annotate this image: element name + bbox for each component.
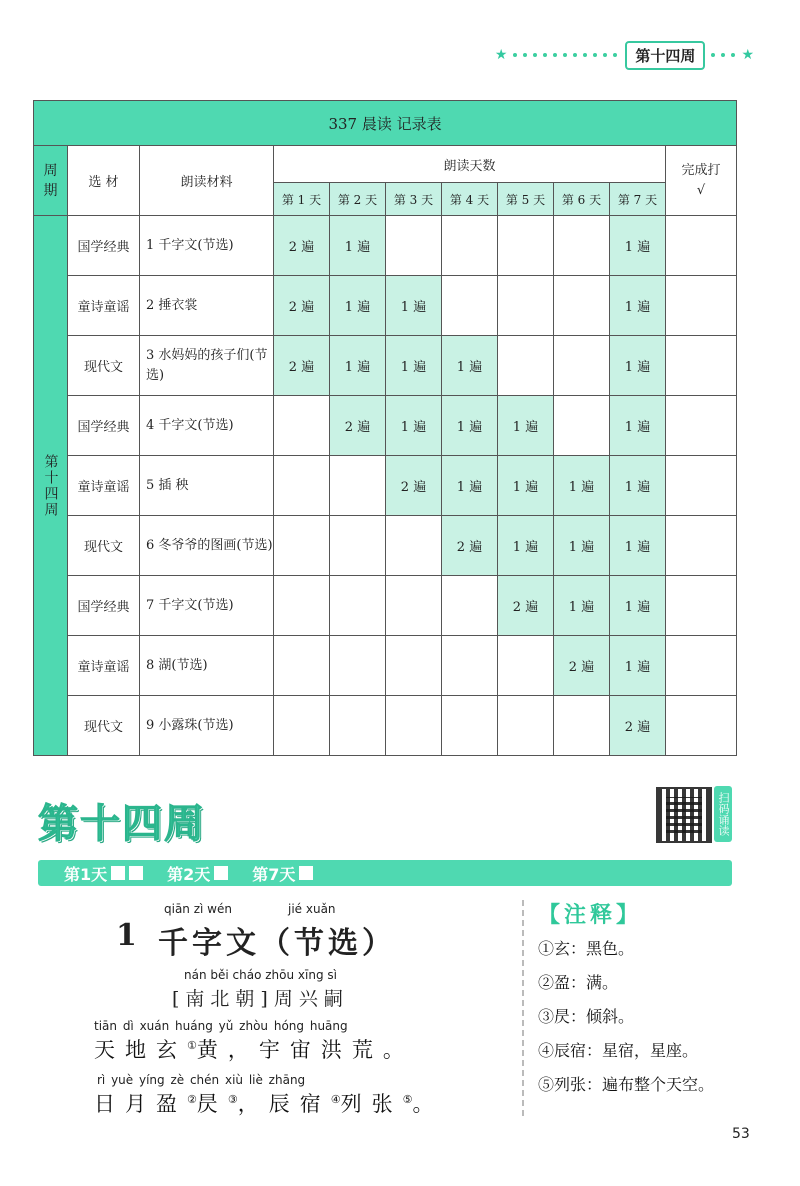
day-count-cell bbox=[386, 516, 442, 576]
day-count-cell: 1 遍 bbox=[386, 336, 442, 396]
material-cell: 6 冬爷爷的图画(节选) bbox=[140, 516, 274, 576]
day-count-cell: 1 遍 bbox=[610, 336, 666, 396]
done-checkbox-cell[interactable] bbox=[666, 336, 737, 396]
day-header-2: 第 2 天 bbox=[330, 183, 386, 216]
star-icon: ★ bbox=[741, 47, 754, 63]
week-badge bbox=[495, 42, 754, 68]
category-cell: 现代文 bbox=[68, 516, 140, 576]
material-cell: 5 插 秧 bbox=[140, 456, 274, 516]
col-done-header: 完成打√ bbox=[666, 146, 737, 216]
material-cell: 4 千字文(节选) bbox=[140, 396, 274, 456]
day-count-cell: 2 遍 bbox=[274, 216, 330, 276]
reading-record-table bbox=[33, 100, 737, 756]
col-category-header: 选 材 bbox=[68, 146, 140, 216]
day-count-cell bbox=[442, 576, 498, 636]
table-row bbox=[34, 216, 737, 276]
notes-title: 【注释】 bbox=[538, 903, 643, 928]
week-tag: 第十四周 bbox=[625, 41, 705, 70]
day-count-cell: 1 遍 bbox=[498, 396, 554, 456]
decorative-dots bbox=[495, 48, 618, 62]
done-checkbox-cell[interactable] bbox=[666, 396, 737, 456]
note-item: ①玄：黑色。 bbox=[538, 939, 635, 958]
material-cell: 7 千字文(节选) bbox=[140, 576, 274, 636]
day-count-cell bbox=[498, 696, 554, 756]
title-pinyin-1: qiān zì wén bbox=[164, 902, 232, 916]
poem-line-1: 天地玄①黄，宇宙洪荒。 bbox=[94, 1038, 414, 1062]
day-1-item: 第1天 bbox=[64, 862, 143, 885]
day-header-5: 第 5 天 bbox=[498, 183, 554, 216]
day-count-cell: 2 遍 bbox=[330, 396, 386, 456]
day-count-cell bbox=[442, 276, 498, 336]
table-row bbox=[34, 456, 737, 516]
day-7-item: 第7天 bbox=[252, 862, 313, 885]
day-count-cell bbox=[386, 576, 442, 636]
category-cell: 国学经典 bbox=[68, 396, 140, 456]
day-count-cell bbox=[554, 276, 610, 336]
day-count-cell: 2 遍 bbox=[274, 276, 330, 336]
done-checkbox-cell[interactable] bbox=[666, 576, 737, 636]
section-title: 第十四周 bbox=[38, 801, 206, 847]
day-2-item: 第2天 bbox=[167, 862, 228, 885]
day-count-cell bbox=[274, 516, 330, 576]
day-count-cell: 2 遍 bbox=[498, 576, 554, 636]
day-count-cell: 1 遍 bbox=[554, 516, 610, 576]
note-item: ③昃：倾斜。 bbox=[538, 1007, 635, 1026]
day-header-4: 第 4 天 bbox=[442, 183, 498, 216]
day-count-cell bbox=[498, 216, 554, 276]
poem-number: 1 bbox=[116, 918, 137, 953]
done-checkbox-cell[interactable] bbox=[666, 276, 737, 336]
table-row bbox=[34, 636, 737, 696]
done-checkbox-cell[interactable] bbox=[666, 456, 737, 516]
day-count-cell: 1 遍 bbox=[610, 516, 666, 576]
col-period-header: 周期 bbox=[34, 146, 68, 216]
day-count-cell bbox=[554, 216, 610, 276]
material-cell: 3 水妈妈的孩子们(节选) bbox=[140, 336, 274, 396]
day-count-cell bbox=[330, 696, 386, 756]
day-count-cell bbox=[330, 576, 386, 636]
day-count-cell bbox=[442, 636, 498, 696]
day-count-cell: 1 遍 bbox=[610, 576, 666, 636]
day-count-cell: 1 遍 bbox=[498, 456, 554, 516]
day-header-1: 第 1 天 bbox=[274, 183, 330, 216]
poem-line-2: 日月盈②昃③，辰宿④列张⑤。 bbox=[94, 1092, 444, 1116]
checkbox-icon[interactable] bbox=[129, 866, 143, 880]
day-bar bbox=[38, 860, 732, 886]
day-count-cell: 1 遍 bbox=[330, 336, 386, 396]
decorative-dots-right bbox=[711, 48, 754, 62]
day-count-cell: 1 遍 bbox=[610, 456, 666, 516]
day-count-cell bbox=[274, 576, 330, 636]
poem-author: [南北朝]周兴嗣 bbox=[172, 988, 349, 1010]
day-count-cell bbox=[442, 216, 498, 276]
title-pinyin-2: jié xuǎn bbox=[288, 902, 336, 916]
day-count-cell: 1 遍 bbox=[498, 516, 554, 576]
line2-pinyin: rì yuè yíng zè chén xiù liè zhāng bbox=[97, 1073, 306, 1087]
day-count-cell bbox=[498, 336, 554, 396]
day-count-cell bbox=[274, 456, 330, 516]
line1-pinyin: tiān dì xuán huáng yǔ zhòu hóng huāng bbox=[94, 1019, 348, 1033]
star-icon: ★ bbox=[494, 47, 508, 63]
day-count-cell: 1 遍 bbox=[330, 276, 386, 336]
day-count-cell bbox=[330, 516, 386, 576]
material-cell: 9 小露珠(节选) bbox=[140, 696, 274, 756]
day-count-cell: 1 遍 bbox=[610, 216, 666, 276]
table-row bbox=[34, 516, 737, 576]
done-checkbox-cell[interactable] bbox=[666, 636, 737, 696]
done-checkbox-cell[interactable] bbox=[666, 696, 737, 756]
day-count-cell bbox=[554, 336, 610, 396]
divider bbox=[522, 900, 524, 1116]
day-count-cell: 1 遍 bbox=[610, 636, 666, 696]
day-count-cell bbox=[498, 276, 554, 336]
table-row bbox=[34, 396, 737, 456]
done-checkbox-cell[interactable] bbox=[666, 216, 737, 276]
day-count-cell bbox=[274, 696, 330, 756]
category-cell: 童诗童谣 bbox=[68, 276, 140, 336]
day-count-cell bbox=[330, 456, 386, 516]
note-item: ④辰宿：星宿，星座。 bbox=[538, 1041, 699, 1060]
day-count-cell: 1 遍 bbox=[386, 396, 442, 456]
day-count-cell: 2 遍 bbox=[554, 636, 610, 696]
table-row bbox=[34, 276, 737, 336]
day-count-cell bbox=[386, 636, 442, 696]
category-cell: 童诗童谣 bbox=[68, 636, 140, 696]
category-cell: 现代文 bbox=[68, 336, 140, 396]
day-count-cell: 2 遍 bbox=[442, 516, 498, 576]
col-days-group-header: 朗读天数 bbox=[274, 146, 666, 183]
day-count-cell bbox=[498, 636, 554, 696]
day-count-cell: 1 遍 bbox=[442, 396, 498, 456]
day-count-cell bbox=[442, 696, 498, 756]
day-count-cell bbox=[554, 696, 610, 756]
day-count-cell: 1 遍 bbox=[554, 456, 610, 516]
day-count-cell: 1 遍 bbox=[330, 216, 386, 276]
note-item: ⑤列张：遍布整个天空。 bbox=[538, 1075, 715, 1094]
table-row bbox=[34, 696, 737, 756]
checkbox-icon[interactable] bbox=[214, 866, 228, 880]
category-cell: 国学经典 bbox=[68, 216, 140, 276]
day-count-cell: 2 遍 bbox=[274, 336, 330, 396]
material-cell: 8 湖(节选) bbox=[140, 636, 274, 696]
day-count-cell: 2 遍 bbox=[610, 696, 666, 756]
day-count-cell: 1 遍 bbox=[386, 276, 442, 336]
done-checkbox-cell[interactable] bbox=[666, 516, 737, 576]
col-material-header: 朗读材料 bbox=[140, 146, 274, 216]
day-count-cell bbox=[554, 396, 610, 456]
table-title: 337 晨读 记录表 bbox=[34, 101, 737, 146]
day-count-cell bbox=[274, 636, 330, 696]
table-row bbox=[34, 336, 737, 396]
day-count-cell bbox=[274, 396, 330, 456]
day-count-cell: 1 遍 bbox=[610, 276, 666, 336]
period-cell: 第十四周 bbox=[34, 216, 68, 756]
note-item: ②盈：满。 bbox=[538, 973, 619, 992]
material-cell: 1 千字文(节选) bbox=[140, 216, 274, 276]
checkbox-icon[interactable] bbox=[111, 866, 125, 880]
checkbox-icon[interactable] bbox=[299, 866, 313, 880]
page-number: 53 bbox=[732, 1126, 750, 1142]
day-count-cell: 1 遍 bbox=[610, 396, 666, 456]
day-count-cell: 1 遍 bbox=[442, 456, 498, 516]
category-cell: 童诗童谣 bbox=[68, 456, 140, 516]
day-header-7: 第 7 天 bbox=[610, 183, 666, 216]
qr-code-icon[interactable] bbox=[656, 787, 712, 843]
day-count-cell: 1 遍 bbox=[442, 336, 498, 396]
scan-label: 扫码诵读 bbox=[714, 786, 732, 842]
day-count-cell: 2 遍 bbox=[386, 456, 442, 516]
day-count-cell bbox=[386, 216, 442, 276]
table-row bbox=[34, 576, 737, 636]
poem-title: 千字文（节选） bbox=[158, 926, 396, 961]
day-header-6: 第 6 天 bbox=[554, 183, 610, 216]
day-count-cell bbox=[386, 696, 442, 756]
day-header-3: 第 3 天 bbox=[386, 183, 442, 216]
day-count-cell bbox=[330, 636, 386, 696]
author-pinyin: nán běi cháo zhōu xīng sì bbox=[184, 968, 337, 982]
day-count-cell: 1 遍 bbox=[554, 576, 610, 636]
category-cell: 国学经典 bbox=[68, 576, 140, 636]
category-cell: 现代文 bbox=[68, 696, 140, 756]
material-cell: 2 捶衣裳 bbox=[140, 276, 274, 336]
